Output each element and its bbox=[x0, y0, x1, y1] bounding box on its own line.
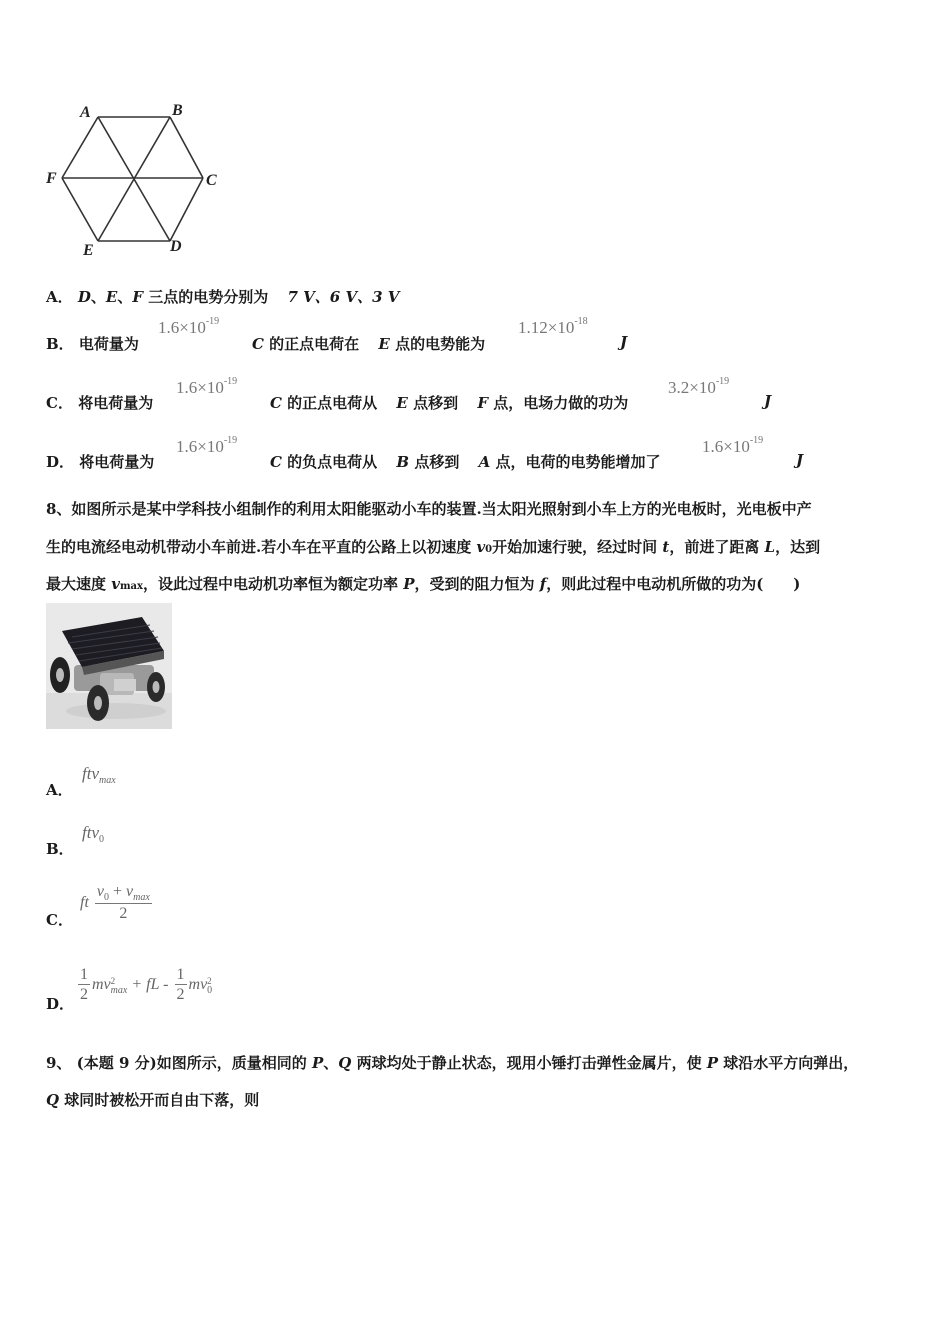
subscript: 0 bbox=[104, 892, 109, 903]
formula-base: 1.12×10 bbox=[518, 318, 575, 337]
q7-option-b-mid bbox=[252, 333, 485, 354]
q7-option-c-mid bbox=[270, 392, 628, 413]
vertex-label-d: D bbox=[170, 238, 182, 255]
unit-joule bbox=[620, 333, 627, 351]
text-fragment: ，前进了距离 bbox=[669, 538, 765, 556]
q7-option-d-mid bbox=[270, 451, 660, 472]
superscript: 2 bbox=[207, 975, 212, 986]
charge-formula bbox=[176, 378, 237, 398]
numerator-term: v bbox=[126, 883, 134, 900]
var-vmax: v bbox=[111, 575, 120, 593]
text-fragment: 电荷量为 bbox=[78, 335, 139, 353]
formula-exponent: -19 bbox=[223, 435, 238, 447]
option-label: D． bbox=[46, 453, 75, 471]
text-fragment: 点移到 bbox=[409, 453, 460, 471]
text-fragment: ，则此过程中电动机所做的功为( ) bbox=[546, 575, 801, 593]
numerator: 1 bbox=[176, 966, 185, 983]
subscript: max bbox=[99, 775, 116, 786]
subscript: max bbox=[133, 892, 150, 903]
text-fragment: 点移到 bbox=[407, 394, 459, 412]
unit: C bbox=[270, 453, 282, 471]
unit: C bbox=[270, 394, 282, 412]
text-fragment: 将电荷量为 bbox=[79, 453, 155, 471]
q8-line-3 bbox=[46, 573, 800, 594]
text-fragment: 、 bbox=[117, 288, 133, 306]
text-fragment: 球同时被松开而自由下落，则 bbox=[59, 1091, 260, 1109]
q8-option-a-formula bbox=[82, 764, 116, 784]
unit: J bbox=[796, 451, 804, 469]
formula-term: mv bbox=[188, 976, 208, 994]
q8-option-d-label: D． bbox=[46, 995, 75, 1013]
denominator: 2 bbox=[80, 986, 88, 1003]
q8-option-a-label: A． bbox=[46, 781, 73, 799]
q7-option-b bbox=[46, 333, 139, 354]
operator-term: + fL - bbox=[127, 976, 173, 994]
var-q: Q bbox=[338, 1054, 352, 1072]
text-fragment: 9、 (本题 9 分)如图所示，质量相同的 bbox=[46, 1054, 312, 1072]
formula-base: 1.6×10 bbox=[176, 378, 224, 397]
subscript: max bbox=[119, 581, 143, 592]
subscript: 0 bbox=[99, 834, 104, 845]
formula-exponent: -18 bbox=[574, 316, 588, 328]
text-fragment: 的正点电荷在 bbox=[263, 335, 360, 353]
vertex-label-e: E bbox=[83, 242, 94, 259]
text-fragment: F bbox=[132, 288, 144, 306]
text-fragment: 开始加速行驶，经过时间 bbox=[492, 538, 663, 556]
text-fragment: E bbox=[105, 288, 118, 306]
var-f: f bbox=[539, 575, 547, 593]
energy-formula bbox=[702, 437, 763, 457]
point-label: F bbox=[477, 394, 488, 412]
var-p: P bbox=[706, 1054, 719, 1072]
energy-formula bbox=[518, 318, 588, 338]
unit: C bbox=[252, 335, 264, 353]
potential-values: 7 V、6 V、3 V bbox=[287, 288, 400, 306]
text-fragment: ，受到的阻力恒为 bbox=[414, 575, 540, 593]
text-fragment: 两球均处于静止状态，现用小锤打击弹性金属片，使 bbox=[351, 1054, 707, 1072]
unit-joule bbox=[764, 392, 771, 410]
var-t: t bbox=[662, 538, 670, 556]
text-fragment: 将电荷量为 bbox=[78, 394, 154, 412]
text-fragment: 的正点电荷从 bbox=[281, 394, 378, 412]
denominator: 2 bbox=[119, 905, 128, 922]
hexagon-diagram bbox=[40, 95, 230, 265]
option-label: B． bbox=[46, 335, 74, 353]
q9-line-1 bbox=[46, 1052, 858, 1073]
text-fragment: 点，电场力做的功为 bbox=[487, 394, 629, 412]
var-l: L bbox=[764, 538, 776, 556]
var-p: P bbox=[311, 1054, 324, 1072]
text-fragment: ，达到 bbox=[775, 538, 821, 556]
unit-joule bbox=[796, 451, 803, 469]
vertex-label-c: C bbox=[206, 172, 217, 189]
formula-base: 1.6×10 bbox=[702, 437, 750, 456]
vertex-label-b: B bbox=[172, 102, 183, 119]
var-v0: v bbox=[476, 538, 486, 556]
formula-main: ftv bbox=[82, 823, 99, 842]
text-fragment: 、 bbox=[90, 288, 106, 306]
q9-line-2 bbox=[46, 1089, 259, 1110]
q8-line-1: 8、如图所示是某中学科技小组制作的利用太阳能驱动小车的装置.当太阳光照射到小车上方的光电板时，光电板中产 bbox=[46, 500, 812, 518]
denominator: 2 bbox=[176, 986, 185, 1003]
formula-main: ftv bbox=[82, 764, 99, 783]
text-fragment: D bbox=[77, 288, 91, 306]
formula-base: 3.2×10 bbox=[668, 378, 716, 397]
q8-option-c-formula bbox=[80, 883, 154, 924]
charge-formula bbox=[158, 318, 219, 338]
operator: + bbox=[109, 883, 127, 900]
superscript: 2 bbox=[110, 975, 116, 986]
option-label: C． bbox=[46, 394, 73, 412]
q8-option-b-formula bbox=[82, 823, 104, 843]
text-fragment: 、 bbox=[323, 1054, 339, 1072]
point-label: B bbox=[396, 453, 410, 471]
formula-exponent: -19 bbox=[205, 316, 220, 328]
formula-exponent: -19 bbox=[715, 376, 730, 388]
text-fragment: 球沿水平方向弹出， bbox=[718, 1054, 859, 1072]
formula-exponent: -19 bbox=[223, 376, 238, 388]
var-p: P bbox=[403, 575, 415, 593]
formula-exponent: -19 bbox=[749, 435, 764, 447]
text-fragment: 的负点电荷从 bbox=[281, 453, 378, 471]
subscript: 0 bbox=[485, 544, 493, 555]
text-fragment: 点，电荷的电势能增加了 bbox=[490, 453, 661, 471]
formula-base: 1.6×10 bbox=[176, 437, 224, 456]
formula-main: ft bbox=[80, 894, 89, 912]
text-fragment: 点的电势能为 bbox=[389, 335, 486, 353]
subscript: max bbox=[110, 984, 128, 996]
unit: J bbox=[620, 333, 628, 351]
option-label: A． bbox=[46, 288, 73, 306]
text-fragment: 生的电流经电动机带动小车前进.若小车在平直的公路上以初速度 bbox=[46, 538, 477, 556]
q7-option-c bbox=[46, 392, 153, 413]
numerator-term: v bbox=[96, 883, 104, 900]
vertex-label-f: F bbox=[46, 170, 57, 187]
numerator: 1 bbox=[80, 966, 88, 983]
point-label: E bbox=[396, 394, 408, 412]
point-label: A bbox=[478, 453, 491, 471]
formula-term: mv bbox=[92, 976, 111, 994]
text-fragment: 最大速度 bbox=[46, 575, 112, 593]
q8-option-d-formula bbox=[76, 966, 212, 1005]
formula-base: 1.6×10 bbox=[158, 318, 206, 337]
work-formula bbox=[668, 378, 729, 398]
q8-line-2 bbox=[46, 536, 820, 557]
unit: J bbox=[764, 392, 772, 410]
vertex-label-a: A bbox=[80, 104, 91, 121]
subscript: 0 bbox=[207, 984, 213, 996]
q7-option-a bbox=[46, 286, 399, 307]
charge-formula bbox=[176, 437, 237, 457]
solar-car-image bbox=[46, 603, 172, 729]
text-fragment: ，设此过程中电动机功率恒为额定功率 bbox=[142, 575, 404, 593]
point-label: E bbox=[378, 335, 390, 353]
q8-option-b-label: B． bbox=[46, 840, 74, 858]
q7-option-d bbox=[46, 451, 154, 472]
var-q: Q bbox=[46, 1091, 60, 1109]
q8-option-c-label: C． bbox=[46, 911, 73, 929]
text-fragment: 三点的电势分别为 bbox=[143, 288, 269, 306]
